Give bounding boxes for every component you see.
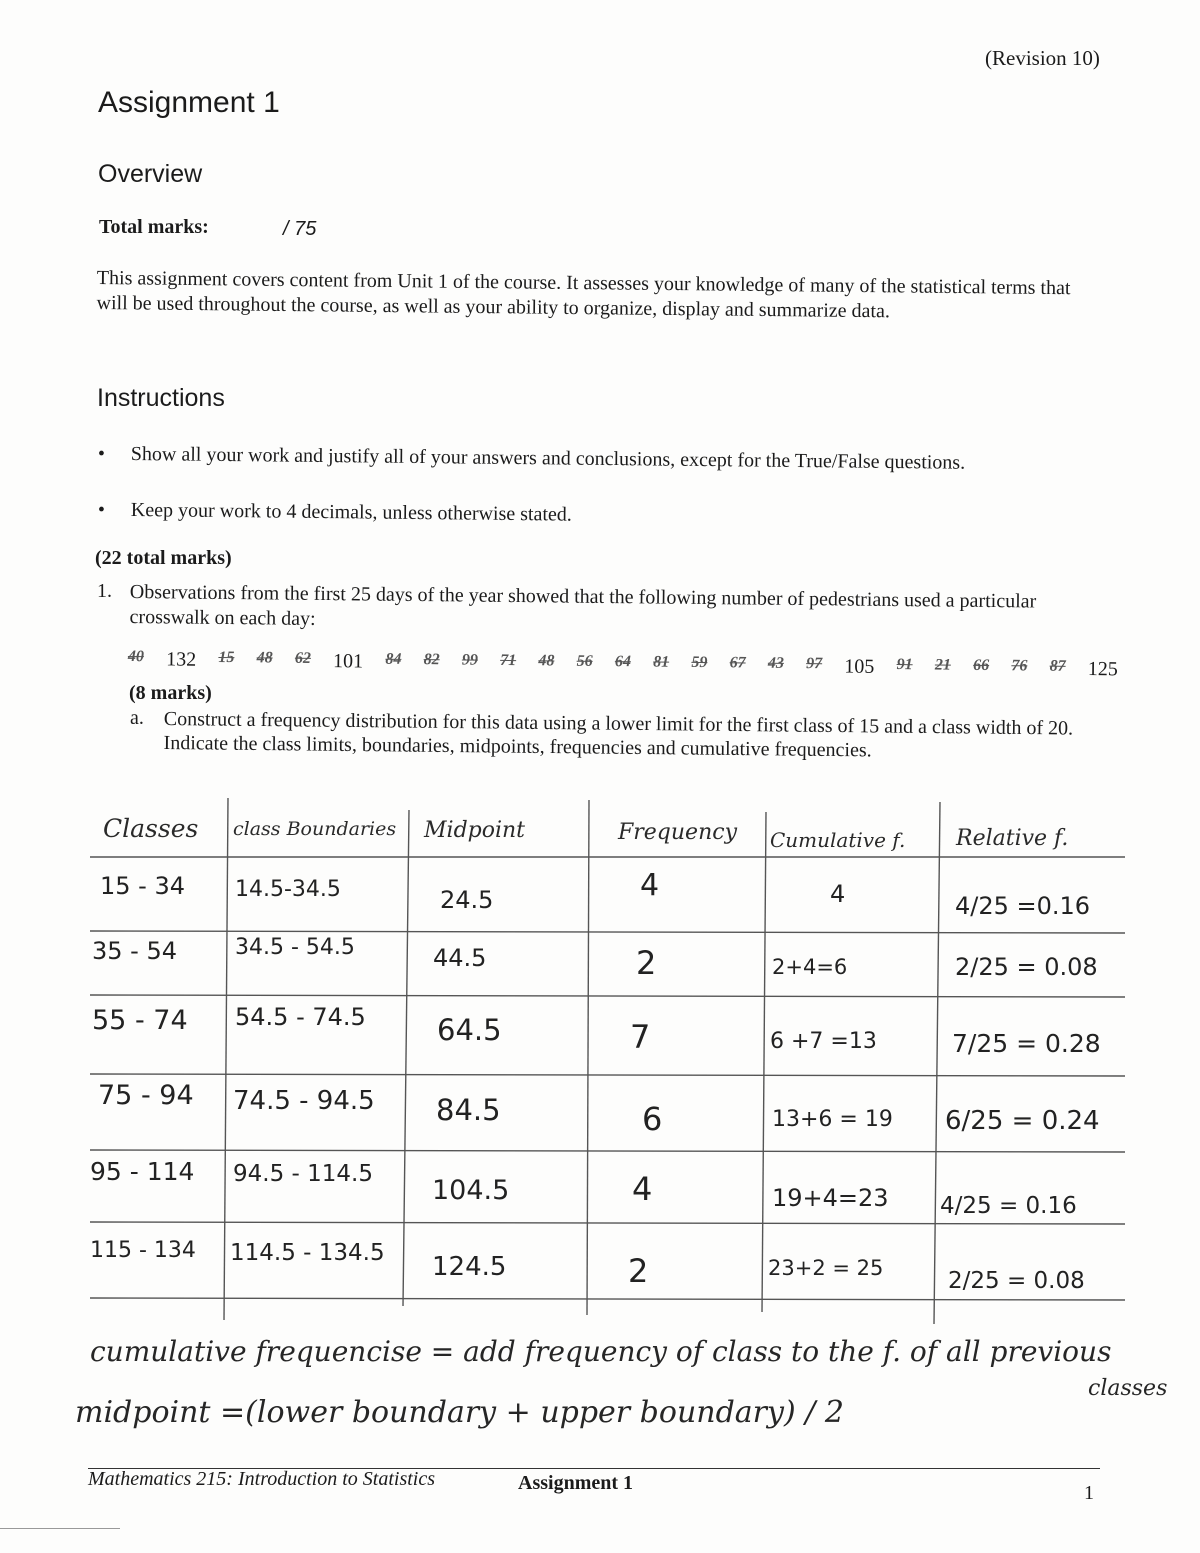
cell-frequency: 4: [632, 1170, 653, 1208]
cell-boundary: 94.5 - 114.5: [233, 1161, 373, 1187]
cell-boundary: 34.5 - 54.5: [235, 935, 355, 960]
header-midpoint: Midpoint: [424, 818, 526, 843]
instruction-text: Show all your work and justify all of your answers and conclusions, except for the True/False questions.: [130, 442, 966, 474]
data-value: 105: [844, 655, 875, 678]
cumulative-note-continued: classes: [1088, 1376, 1168, 1401]
bullet-icon: •: [97, 498, 106, 521]
data-value: 82: [423, 651, 440, 669]
data-value: 48: [538, 652, 555, 670]
data-value: 64: [614, 653, 631, 671]
data-value: 67: [729, 654, 746, 672]
data-value: 84: [385, 650, 402, 668]
cell-midpoint: 104.5: [432, 1175, 510, 1206]
cell-cumulative: 4: [830, 880, 846, 908]
cell-relative: 7/25 = 0.28: [952, 1029, 1101, 1058]
cell-relative: 2/25 = 0.08: [948, 1268, 1085, 1294]
part-a-text: Construct a frequency distribution for this data using a lower limit for the first class of 15 and a class width of 20. Indicate the class limits, boundaries, midpoints, frequencies and cumulative frequencies.: [163, 707, 1074, 762]
footer-assignment: Assignment 1: [518, 1472, 634, 1494]
cell-class: 55 - 74: [92, 1005, 188, 1036]
total-marks-value: / 75: [283, 218, 317, 240]
cell-frequency: 7: [630, 1018, 651, 1056]
cumulative-note: cumulative frequencise = add frequency of class to the f. of all previous: [90, 1335, 1112, 1368]
cell-midpoint: 84.5: [436, 1093, 501, 1127]
part-marks: (8 marks): [129, 682, 212, 704]
cell-boundary: 54.5 - 74.5: [235, 1003, 366, 1031]
page-title: Assignment 1: [98, 86, 280, 119]
cell-midpoint: 124.5: [432, 1252, 507, 1282]
question-number: 1.: [97, 580, 112, 602]
bullet-icon: •: [97, 442, 106, 465]
data-value: 59: [691, 653, 708, 672]
cell-frequency: 6: [642, 1100, 663, 1138]
data-value: 43: [767, 654, 784, 672]
cell-class: 35 - 54: [92, 937, 177, 965]
data-value: 48: [256, 649, 273, 667]
cell-cumulative: 13+6 = 19: [772, 1107, 893, 1132]
instruction-text: Keep your work to 4 decimals, unless otherwise stated.: [130, 498, 572, 526]
cell-class: 115 - 134: [90, 1238, 196, 1263]
data-value: 125: [1087, 658, 1118, 681]
data-value: 71: [500, 651, 517, 670]
header-cumulative: Cumulative f.: [770, 828, 906, 852]
data-value: 76: [1011, 657, 1028, 675]
cell-relative: 6/25 = 0.24: [945, 1106, 1100, 1136]
cell-boundary: 14.5-34.5: [235, 877, 341, 902]
cell-cumulative: 19+4=23: [772, 1184, 889, 1212]
cell-class: 15 - 34: [100, 872, 185, 900]
header-frequency: Frequency: [618, 820, 737, 845]
cell-midpoint: 64.5: [437, 1013, 502, 1047]
cell-relative: 4/25 = 0.16: [940, 1193, 1077, 1219]
cell-class: 75 - 94: [98, 1080, 194, 1111]
data-value: 91: [896, 656, 913, 674]
part-letter: a.: [130, 707, 144, 729]
cell-cumulative: 6 +7 =13: [770, 1029, 877, 1054]
cell-class: 95 - 114: [90, 1157, 195, 1186]
cell-frequency: 2: [628, 1252, 649, 1290]
data-value: 66: [973, 656, 990, 675]
cell-midpoint: 44.5: [433, 944, 487, 972]
data-value: 56: [576, 652, 593, 670]
footer-course: Mathematics 215: Introduction to Statistics: [88, 1468, 436, 1490]
data-value: 101: [333, 650, 364, 673]
data-value: 81: [653, 653, 670, 671]
section-marks: (22 total marks): [95, 547, 232, 569]
data-value: 40: [127, 648, 144, 666]
data-value: 87: [1049, 657, 1066, 675]
data-value: 99: [461, 651, 478, 669]
header-boundaries: class Boundaries: [233, 818, 397, 840]
overview-heading: Overview: [98, 160, 203, 188]
page-number: 1: [1084, 1482, 1094, 1504]
cell-frequency: 2: [636, 944, 657, 982]
cell-cumulative: 2+4=6: [772, 955, 848, 979]
data-value: 15: [218, 648, 235, 667]
data-value: 97: [806, 655, 823, 673]
scan-artifact-line: [0, 1528, 120, 1529]
data-value: 132: [166, 648, 197, 671]
header-classes: Classes: [103, 814, 199, 843]
data-value: 21: [934, 656, 951, 674]
cell-boundary: 114.5 - 134.5: [230, 1240, 385, 1266]
cell-relative: 2/25 = 0.08: [955, 953, 1098, 981]
question-text: Observations from the first 25 days of the year showed that the following number of pedestrians used a particular crosswalk on each day:: [129, 580, 1037, 630]
midpoint-note: midpoint =(lower boundary + upper boundary) / 2: [75, 1395, 844, 1430]
assignment-description: This assignment covers content from Unit 1 of the course. It assesses your knowledge of many of the statistical terms that will be used throughout the course, as well as your ability to organize, display and summarize data.: [96, 266, 1071, 323]
total-marks-label: Total marks:: [99, 216, 209, 238]
cell-cumulative: 23+2 = 25: [768, 1256, 884, 1280]
cell-relative: 4/25 =0.16: [955, 892, 1091, 920]
cell-boundary: 74.5 - 94.5: [233, 1086, 375, 1116]
cell-frequency: 4: [640, 868, 660, 903]
header-relative: Relative f.: [956, 826, 1069, 851]
instructions-heading: Instructions: [97, 384, 225, 412]
data-value: 62: [294, 649, 311, 667]
cell-midpoint: 24.5: [440, 886, 494, 914]
revision-label: (Revision 10): [985, 46, 1100, 70]
